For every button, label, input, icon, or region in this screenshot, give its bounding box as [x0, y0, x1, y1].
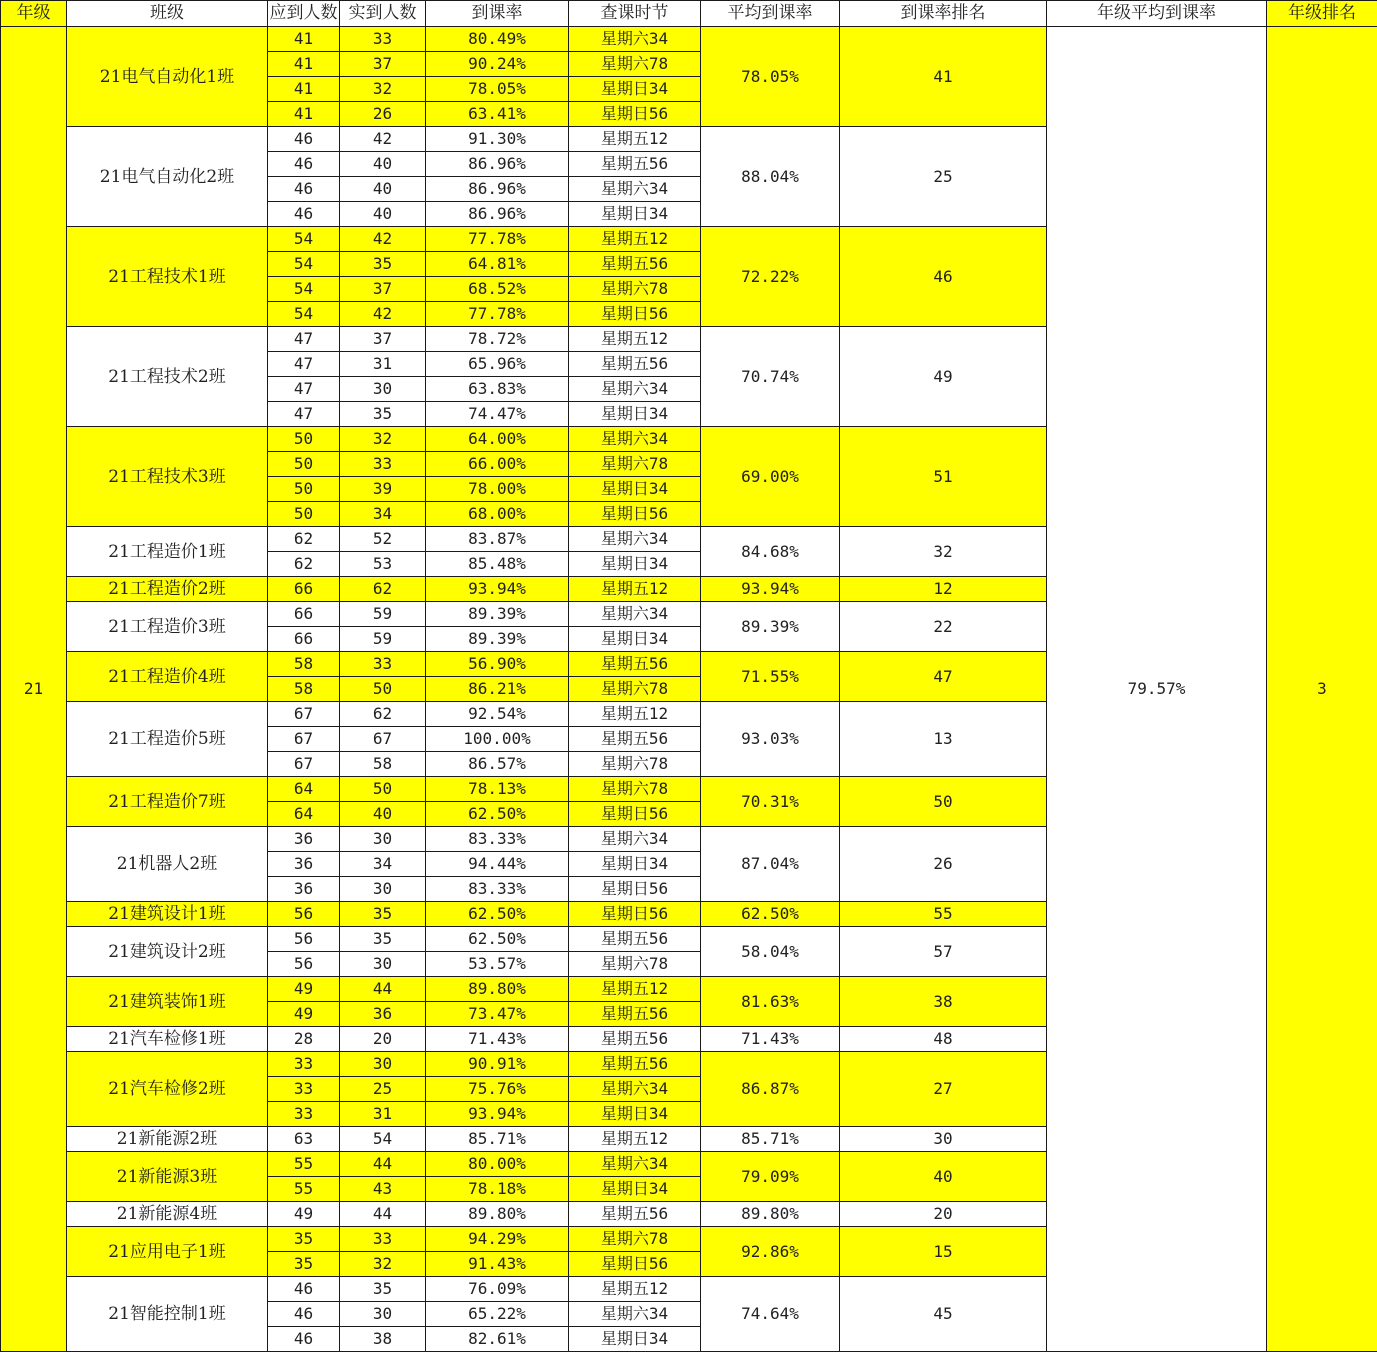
session-cell[interactable]: 星期五56	[569, 152, 701, 177]
header-grade-avg[interactable]: 年级平均到课率	[1047, 1, 1267, 27]
actual-count-cell[interactable]: 43	[340, 1177, 426, 1202]
expected-count-cell[interactable]: 33	[268, 1077, 340, 1102]
expected-count-cell[interactable]: 46	[268, 1302, 340, 1327]
rate-cell[interactable]: 83.33%	[426, 877, 569, 902]
expected-count-cell[interactable]: 47	[268, 352, 340, 377]
rate-cell[interactable]: 78.72%	[426, 327, 569, 352]
actual-count-cell[interactable]: 36	[340, 1002, 426, 1027]
expected-count-cell[interactable]: 36	[268, 877, 340, 902]
expected-count-cell[interactable]: 35	[268, 1227, 340, 1252]
rate-cell[interactable]: 71.43%	[426, 1027, 569, 1052]
rate-cell[interactable]: 93.94%	[426, 1102, 569, 1127]
rank-cell[interactable]: 45	[840, 1277, 1047, 1352]
expected-count-cell[interactable]: 49	[268, 1002, 340, 1027]
rate-cell[interactable]: 90.24%	[426, 52, 569, 77]
rate-cell[interactable]: 56.90%	[426, 652, 569, 677]
header-session[interactable]: 查课时节	[569, 1, 701, 27]
avg-rate-cell[interactable]: 88.04%	[701, 127, 840, 227]
expected-count-cell[interactable]: 54	[268, 302, 340, 327]
actual-count-cell[interactable]: 35	[340, 927, 426, 952]
actual-count-cell[interactable]: 50	[340, 777, 426, 802]
rate-cell[interactable]: 86.96%	[426, 152, 569, 177]
rate-cell[interactable]: 53.57%	[426, 952, 569, 977]
avg-rate-cell[interactable]: 92.86%	[701, 1227, 840, 1277]
session-cell[interactable]: 星期五56	[569, 1027, 701, 1052]
rate-cell[interactable]: 74.47%	[426, 402, 569, 427]
rank-cell[interactable]: 32	[840, 527, 1047, 577]
avg-rate-cell[interactable]: 72.22%	[701, 227, 840, 327]
expected-count-cell[interactable]: 50	[268, 427, 340, 452]
expected-count-cell[interactable]: 36	[268, 852, 340, 877]
actual-count-cell[interactable]: 32	[340, 427, 426, 452]
rate-cell[interactable]: 63.41%	[426, 102, 569, 127]
rate-cell[interactable]: 91.30%	[426, 127, 569, 152]
expected-count-cell[interactable]: 62	[268, 527, 340, 552]
expected-count-cell[interactable]: 41	[268, 102, 340, 127]
rate-cell[interactable]: 68.00%	[426, 502, 569, 527]
actual-count-cell[interactable]: 35	[340, 252, 426, 277]
rate-cell[interactable]: 80.49%	[426, 27, 569, 52]
grade-avg-cell[interactable]: 79.57%	[1047, 27, 1267, 1352]
rate-cell[interactable]: 94.44%	[426, 852, 569, 877]
expected-count-cell[interactable]: 46	[268, 177, 340, 202]
rate-cell[interactable]: 89.80%	[426, 977, 569, 1002]
expected-count-cell[interactable]: 46	[268, 152, 340, 177]
expected-count-cell[interactable]: 67	[268, 752, 340, 777]
header-expected[interactable]: 应到人数	[268, 1, 340, 27]
expected-count-cell[interactable]: 41	[268, 77, 340, 102]
actual-count-cell[interactable]: 33	[340, 452, 426, 477]
table-body	[1, 27, 1377, 1352]
session-cell[interactable]: 星期五12	[569, 702, 701, 727]
expected-count-cell[interactable]: 49	[268, 1202, 340, 1227]
avg-rate-cell[interactable]: 74.64%	[701, 1277, 840, 1352]
actual-count-cell[interactable]: 30	[340, 952, 426, 977]
rank-cell[interactable]: 49	[840, 327, 1047, 427]
actual-count-cell[interactable]: 33	[340, 27, 426, 52]
session-cell[interactable]: 星期日34	[569, 852, 701, 877]
actual-count-cell[interactable]: 42	[340, 127, 426, 152]
actual-count-cell[interactable]: 62	[340, 702, 426, 727]
expected-count-cell[interactable]: 66	[268, 602, 340, 627]
rank-cell[interactable]: 51	[840, 427, 1047, 527]
avg-rate-cell[interactable]: 71.43%	[701, 1027, 840, 1052]
expected-count-cell[interactable]: 54	[268, 277, 340, 302]
rank-cell[interactable]: 40	[840, 1152, 1047, 1202]
rate-cell[interactable]: 94.29%	[426, 1227, 569, 1252]
actual-count-cell[interactable]: 30	[340, 377, 426, 402]
rate-cell[interactable]: 77.78%	[426, 302, 569, 327]
session-cell[interactable]: 星期六78	[569, 277, 701, 302]
actual-count-cell[interactable]: 34	[340, 852, 426, 877]
rate-cell[interactable]: 78.00%	[426, 477, 569, 502]
rate-cell[interactable]: 83.87%	[426, 527, 569, 552]
expected-count-cell[interactable]: 47	[268, 327, 340, 352]
header-rank[interactable]: 到课率排名	[840, 1, 1047, 27]
expected-count-cell[interactable]: 56	[268, 952, 340, 977]
rank-cell[interactable]: 13	[840, 702, 1047, 777]
expected-count-cell[interactable]: 46	[268, 127, 340, 152]
class-name-cell[interactable]: 21建筑装饰1班	[67, 977, 268, 1027]
actual-count-cell[interactable]: 31	[340, 352, 426, 377]
actual-count-cell[interactable]: 31	[340, 1102, 426, 1127]
table-row	[1, 27, 1377, 52]
rate-cell[interactable]: 83.33%	[426, 827, 569, 852]
expected-count-cell[interactable]: 36	[268, 827, 340, 852]
actual-count-cell[interactable]: 42	[340, 227, 426, 252]
rank-cell[interactable]: 30	[840, 1127, 1047, 1152]
rank-cell[interactable]: 20	[840, 1202, 1047, 1227]
session-cell[interactable]: 星期五56	[569, 727, 701, 752]
actual-count-cell[interactable]: 34	[340, 502, 426, 527]
rate-cell[interactable]: 77.78%	[426, 227, 569, 252]
rate-cell[interactable]: 89.39%	[426, 602, 569, 627]
class-name-cell[interactable]: 21新能源2班	[67, 1127, 268, 1152]
expected-count-cell[interactable]: 66	[268, 627, 340, 652]
session-cell[interactable]: 星期日56	[569, 102, 701, 127]
rate-cell[interactable]: 64.81%	[426, 252, 569, 277]
rate-cell[interactable]: 85.71%	[426, 1127, 569, 1152]
session-cell[interactable]: 星期日56	[569, 877, 701, 902]
expected-count-cell[interactable]: 49	[268, 977, 340, 1002]
avg-rate-cell[interactable]: 89.39%	[701, 602, 840, 652]
class-name-cell[interactable]: 21工程造价2班	[67, 577, 268, 602]
session-cell[interactable]: 星期六34	[569, 827, 701, 852]
session-cell[interactable]: 星期六78	[569, 1227, 701, 1252]
rate-cell[interactable]: 86.96%	[426, 202, 569, 227]
actual-count-cell[interactable]: 33	[340, 1227, 426, 1252]
class-name-cell[interactable]: 21工程造价3班	[67, 602, 268, 652]
actual-count-cell[interactable]: 38	[340, 1327, 426, 1352]
rank-cell[interactable]: 48	[840, 1027, 1047, 1052]
class-name-cell[interactable]: 21应用电子1班	[67, 1227, 268, 1277]
actual-count-cell[interactable]: 59	[340, 602, 426, 627]
expected-count-cell[interactable]: 55	[268, 1177, 340, 1202]
expected-count-cell[interactable]: 66	[268, 577, 340, 602]
rank-cell[interactable]: 12	[840, 577, 1047, 602]
session-cell[interactable]: 星期六78	[569, 952, 701, 977]
rate-cell[interactable]: 76.09%	[426, 1277, 569, 1302]
actual-count-cell[interactable]: 35	[340, 1277, 426, 1302]
avg-rate-cell[interactable]: 89.80%	[701, 1202, 840, 1227]
session-cell[interactable]: 星期五12	[569, 127, 701, 152]
rate-cell[interactable]: 86.96%	[426, 177, 569, 202]
actual-count-cell[interactable]: 42	[340, 302, 426, 327]
actual-count-cell[interactable]: 30	[340, 877, 426, 902]
session-cell[interactable]: 星期六34	[569, 602, 701, 627]
rate-cell[interactable]: 90.91%	[426, 1052, 569, 1077]
expected-count-cell[interactable]: 41	[268, 27, 340, 52]
rate-cell[interactable]: 75.76%	[426, 1077, 569, 1102]
class-name-cell[interactable]: 21工程造价5班	[67, 702, 268, 777]
session-cell[interactable]: 星期六34	[569, 1152, 701, 1177]
session-cell[interactable]: 星期五56	[569, 652, 701, 677]
actual-count-cell[interactable]: 44	[340, 1202, 426, 1227]
avg-rate-cell[interactable]: 81.63%	[701, 977, 840, 1027]
header-rate[interactable]: 到课率	[426, 1, 569, 27]
rate-cell[interactable]: 62.50%	[426, 802, 569, 827]
class-name-cell[interactable]: 21汽车检修2班	[67, 1052, 268, 1127]
session-cell[interactable]: 星期五56	[569, 352, 701, 377]
expected-count-cell[interactable]: 50	[268, 452, 340, 477]
actual-count-cell[interactable]: 39	[340, 477, 426, 502]
class-name-cell[interactable]: 21机器人2班	[67, 827, 268, 902]
rank-cell[interactable]: 57	[840, 927, 1047, 977]
rank-cell[interactable]: 22	[840, 602, 1047, 652]
actual-count-cell[interactable]: 53	[340, 552, 426, 577]
class-name-cell[interactable]: 21新能源4班	[67, 1202, 268, 1227]
expected-count-cell[interactable]: 64	[268, 777, 340, 802]
avg-rate-cell[interactable]: 62.50%	[701, 902, 840, 927]
rate-cell[interactable]: 68.52%	[426, 277, 569, 302]
avg-rate-cell[interactable]: 70.74%	[701, 327, 840, 427]
expected-count-cell[interactable]: 64	[268, 802, 340, 827]
actual-count-cell[interactable]: 33	[340, 652, 426, 677]
session-cell[interactable]: 星期日34	[569, 77, 701, 102]
avg-rate-cell[interactable]: 84.68%	[701, 527, 840, 577]
class-name-cell[interactable]: 21新能源3班	[67, 1152, 268, 1202]
avg-rate-cell[interactable]: 71.55%	[701, 652, 840, 702]
expected-count-cell[interactable]: 67	[268, 702, 340, 727]
expected-count-cell[interactable]: 47	[268, 402, 340, 427]
rank-cell[interactable]: 46	[840, 227, 1047, 327]
rank-cell[interactable]: 25	[840, 127, 1047, 227]
session-cell[interactable]: 星期五56	[569, 1002, 701, 1027]
expected-count-cell[interactable]: 28	[268, 1027, 340, 1052]
expected-count-cell[interactable]: 35	[268, 1252, 340, 1277]
session-cell[interactable]: 星期六34	[569, 177, 701, 202]
expected-count-cell[interactable]: 63	[268, 1127, 340, 1152]
session-cell[interactable]: 星期五56	[569, 252, 701, 277]
session-cell[interactable]: 星期六78	[569, 52, 701, 77]
rate-cell[interactable]: 66.00%	[426, 452, 569, 477]
rate-cell[interactable]: 65.22%	[426, 1302, 569, 1327]
actual-count-cell[interactable]: 20	[340, 1027, 426, 1052]
session-cell[interactable]: 星期五56	[569, 927, 701, 952]
actual-count-cell[interactable]: 37	[340, 52, 426, 77]
header-actual[interactable]: 实到人数	[340, 1, 426, 27]
session-cell[interactable]: 星期六34	[569, 377, 701, 402]
session-cell[interactable]: 星期日34	[569, 477, 701, 502]
session-cell[interactable]: 星期六34	[569, 527, 701, 552]
class-name-cell[interactable]: 21电气自动化2班	[67, 127, 268, 227]
session-cell[interactable]: 星期日56	[569, 902, 701, 927]
avg-rate-cell[interactable]: 93.03%	[701, 702, 840, 777]
expected-count-cell[interactable]: 54	[268, 227, 340, 252]
session-cell[interactable]: 星期五12	[569, 227, 701, 252]
actual-count-cell[interactable]: 30	[340, 827, 426, 852]
header-row	[1, 1, 1377, 27]
actual-count-cell[interactable]: 37	[340, 277, 426, 302]
actual-count-cell[interactable]: 67	[340, 727, 426, 752]
session-cell[interactable]: 星期五12	[569, 1277, 701, 1302]
session-cell[interactable]: 星期日56	[569, 802, 701, 827]
actual-count-cell[interactable]: 44	[340, 1152, 426, 1177]
rank-cell[interactable]: 38	[840, 977, 1047, 1027]
rate-cell[interactable]: 82.61%	[426, 1327, 569, 1352]
expected-count-cell[interactable]: 62	[268, 552, 340, 577]
actual-count-cell[interactable]: 30	[340, 1052, 426, 1077]
expected-count-cell[interactable]: 56	[268, 902, 340, 927]
header-class[interactable]: 班级	[67, 1, 268, 27]
actual-count-cell[interactable]: 26	[340, 102, 426, 127]
session-cell[interactable]: 星期五12	[569, 577, 701, 602]
class-name-cell[interactable]: 21工程技术3班	[67, 427, 268, 527]
expected-count-cell[interactable]: 54	[268, 252, 340, 277]
rate-cell[interactable]: 80.00%	[426, 1152, 569, 1177]
actual-count-cell[interactable]: 52	[340, 527, 426, 552]
rate-cell[interactable]: 92.54%	[426, 702, 569, 727]
class-name-cell[interactable]: 21工程造价1班	[67, 527, 268, 577]
rank-cell[interactable]: 27	[840, 1052, 1047, 1127]
session-cell[interactable]: 星期日56	[569, 1252, 701, 1277]
rank-cell[interactable]: 55	[840, 902, 1047, 927]
expected-count-cell[interactable]: 58	[268, 652, 340, 677]
session-cell[interactable]: 星期六34	[569, 1302, 701, 1327]
class-name-cell[interactable]: 21电气自动化1班	[67, 27, 268, 127]
session-cell[interactable]: 星期五12	[569, 327, 701, 352]
expected-count-cell[interactable]: 47	[268, 377, 340, 402]
header-grade[interactable]: 年级	[1, 1, 67, 27]
rate-cell[interactable]: 93.94%	[426, 577, 569, 602]
session-cell[interactable]: 星期日34	[569, 552, 701, 577]
expected-count-cell[interactable]: 33	[268, 1102, 340, 1127]
expected-count-cell[interactable]: 46	[268, 202, 340, 227]
expected-count-cell[interactable]: 33	[268, 1052, 340, 1077]
rate-cell[interactable]: 86.21%	[426, 677, 569, 702]
actual-count-cell[interactable]: 40	[340, 202, 426, 227]
session-cell[interactable]: 星期日34	[569, 1102, 701, 1127]
actual-count-cell[interactable]: 30	[340, 1302, 426, 1327]
rate-cell[interactable]: 85.48%	[426, 552, 569, 577]
rate-cell[interactable]: 89.39%	[426, 627, 569, 652]
actual-count-cell[interactable]: 35	[340, 902, 426, 927]
class-name-cell[interactable]: 21建筑设计2班	[67, 927, 268, 977]
session-cell[interactable]: 星期六78	[569, 677, 701, 702]
class-name-cell[interactable]: 21工程造价4班	[67, 652, 268, 702]
session-cell[interactable]: 星期六34	[569, 427, 701, 452]
actual-count-cell[interactable]: 25	[340, 1077, 426, 1102]
class-name-cell[interactable]: 21智能控制1班	[67, 1277, 268, 1352]
rate-cell[interactable]: 62.50%	[426, 902, 569, 927]
session-cell[interactable]: 星期六34	[569, 27, 701, 52]
class-name-cell[interactable]: 21工程技术1班	[67, 227, 268, 327]
session-cell[interactable]: 星期六78	[569, 777, 701, 802]
session-cell[interactable]: 星期五12	[569, 977, 701, 1002]
rate-cell[interactable]: 62.50%	[426, 927, 569, 952]
expected-count-cell[interactable]: 41	[268, 52, 340, 77]
avg-rate-cell[interactable]: 86.87%	[701, 1052, 840, 1127]
class-name-cell[interactable]: 21工程造价7班	[67, 777, 268, 827]
header-avg-rate[interactable]: 平均到课率	[701, 1, 840, 27]
avg-rate-cell[interactable]: 69.00%	[701, 427, 840, 527]
rate-cell[interactable]: 65.96%	[426, 352, 569, 377]
rate-cell[interactable]: 89.80%	[426, 1202, 569, 1227]
rate-cell[interactable]: 64.00%	[426, 427, 569, 452]
session-cell[interactable]: 星期日34	[569, 1327, 701, 1352]
rank-cell[interactable]: 15	[840, 1227, 1047, 1277]
session-cell[interactable]: 星期日34	[569, 1177, 701, 1202]
session-cell[interactable]: 星期日34	[569, 627, 701, 652]
actual-count-cell[interactable]: 62	[340, 577, 426, 602]
session-cell[interactable]: 星期六78	[569, 752, 701, 777]
avg-rate-cell[interactable]: 79.09%	[701, 1152, 840, 1202]
avg-rate-cell[interactable]: 58.04%	[701, 927, 840, 977]
header-grade-rank[interactable]: 年级排名	[1267, 1, 1377, 27]
expected-count-cell[interactable]: 58	[268, 677, 340, 702]
rank-cell[interactable]: 47	[840, 652, 1047, 702]
actual-count-cell[interactable]: 44	[340, 977, 426, 1002]
session-cell[interactable]: 星期六34	[569, 1077, 701, 1102]
actual-count-cell[interactable]: 32	[340, 1252, 426, 1277]
session-cell[interactable]: 星期日56	[569, 302, 701, 327]
actual-count-cell[interactable]: 40	[340, 802, 426, 827]
expected-count-cell[interactable]: 46	[268, 1277, 340, 1302]
session-cell[interactable]: 星期日34	[569, 402, 701, 427]
grade-rank-cell[interactable]: 3	[1267, 27, 1377, 1352]
rate-cell[interactable]: 78.13%	[426, 777, 569, 802]
expected-count-cell[interactable]: 56	[268, 927, 340, 952]
actual-count-cell[interactable]: 35	[340, 402, 426, 427]
actual-count-cell[interactable]: 40	[340, 177, 426, 202]
session-cell[interactable]: 星期五56	[569, 1052, 701, 1077]
rate-cell[interactable]: 86.57%	[426, 752, 569, 777]
avg-rate-cell[interactable]: 78.05%	[701, 27, 840, 127]
rate-cell[interactable]: 63.83%	[426, 377, 569, 402]
actual-count-cell[interactable]: 37	[340, 327, 426, 352]
rate-cell[interactable]: 91.43%	[426, 1252, 569, 1277]
expected-count-cell[interactable]: 50	[268, 477, 340, 502]
rate-cell[interactable]: 78.05%	[426, 77, 569, 102]
rank-cell[interactable]: 41	[840, 27, 1047, 127]
avg-rate-cell[interactable]: 87.04%	[701, 827, 840, 902]
session-cell[interactable]: 星期日34	[569, 202, 701, 227]
class-name-cell[interactable]: 21建筑设计1班	[67, 902, 268, 927]
rate-cell[interactable]: 78.18%	[426, 1177, 569, 1202]
actual-count-cell[interactable]: 58	[340, 752, 426, 777]
expected-count-cell[interactable]: 67	[268, 727, 340, 752]
avg-rate-cell[interactable]: 93.94%	[701, 577, 840, 602]
expected-count-cell[interactable]: 50	[268, 502, 340, 527]
actual-count-cell[interactable]: 54	[340, 1127, 426, 1152]
actual-count-cell[interactable]: 50	[340, 677, 426, 702]
avg-rate-cell[interactable]: 70.31%	[701, 777, 840, 827]
rate-cell[interactable]: 100.00%	[426, 727, 569, 752]
actual-count-cell[interactable]: 40	[340, 152, 426, 177]
rank-cell[interactable]: 50	[840, 777, 1047, 827]
actual-count-cell[interactable]: 32	[340, 77, 426, 102]
avg-rate-cell[interactable]: 85.71%	[701, 1127, 840, 1152]
actual-count-cell[interactable]: 59	[340, 627, 426, 652]
session-cell[interactable]: 星期五12	[569, 1127, 701, 1152]
expected-count-cell[interactable]: 46	[268, 1327, 340, 1352]
session-cell[interactable]: 星期日56	[569, 502, 701, 527]
rank-cell[interactable]: 26	[840, 827, 1047, 902]
class-name-cell[interactable]: 21汽车检修1班	[67, 1027, 268, 1052]
expected-count-cell[interactable]: 55	[268, 1152, 340, 1177]
class-name-cell[interactable]: 21工程技术2班	[67, 327, 268, 427]
rate-cell[interactable]: 73.47%	[426, 1002, 569, 1027]
session-cell[interactable]: 星期六78	[569, 452, 701, 477]
grade-cell[interactable]: 21	[1, 27, 67, 1352]
session-cell[interactable]: 星期五56	[569, 1202, 701, 1227]
